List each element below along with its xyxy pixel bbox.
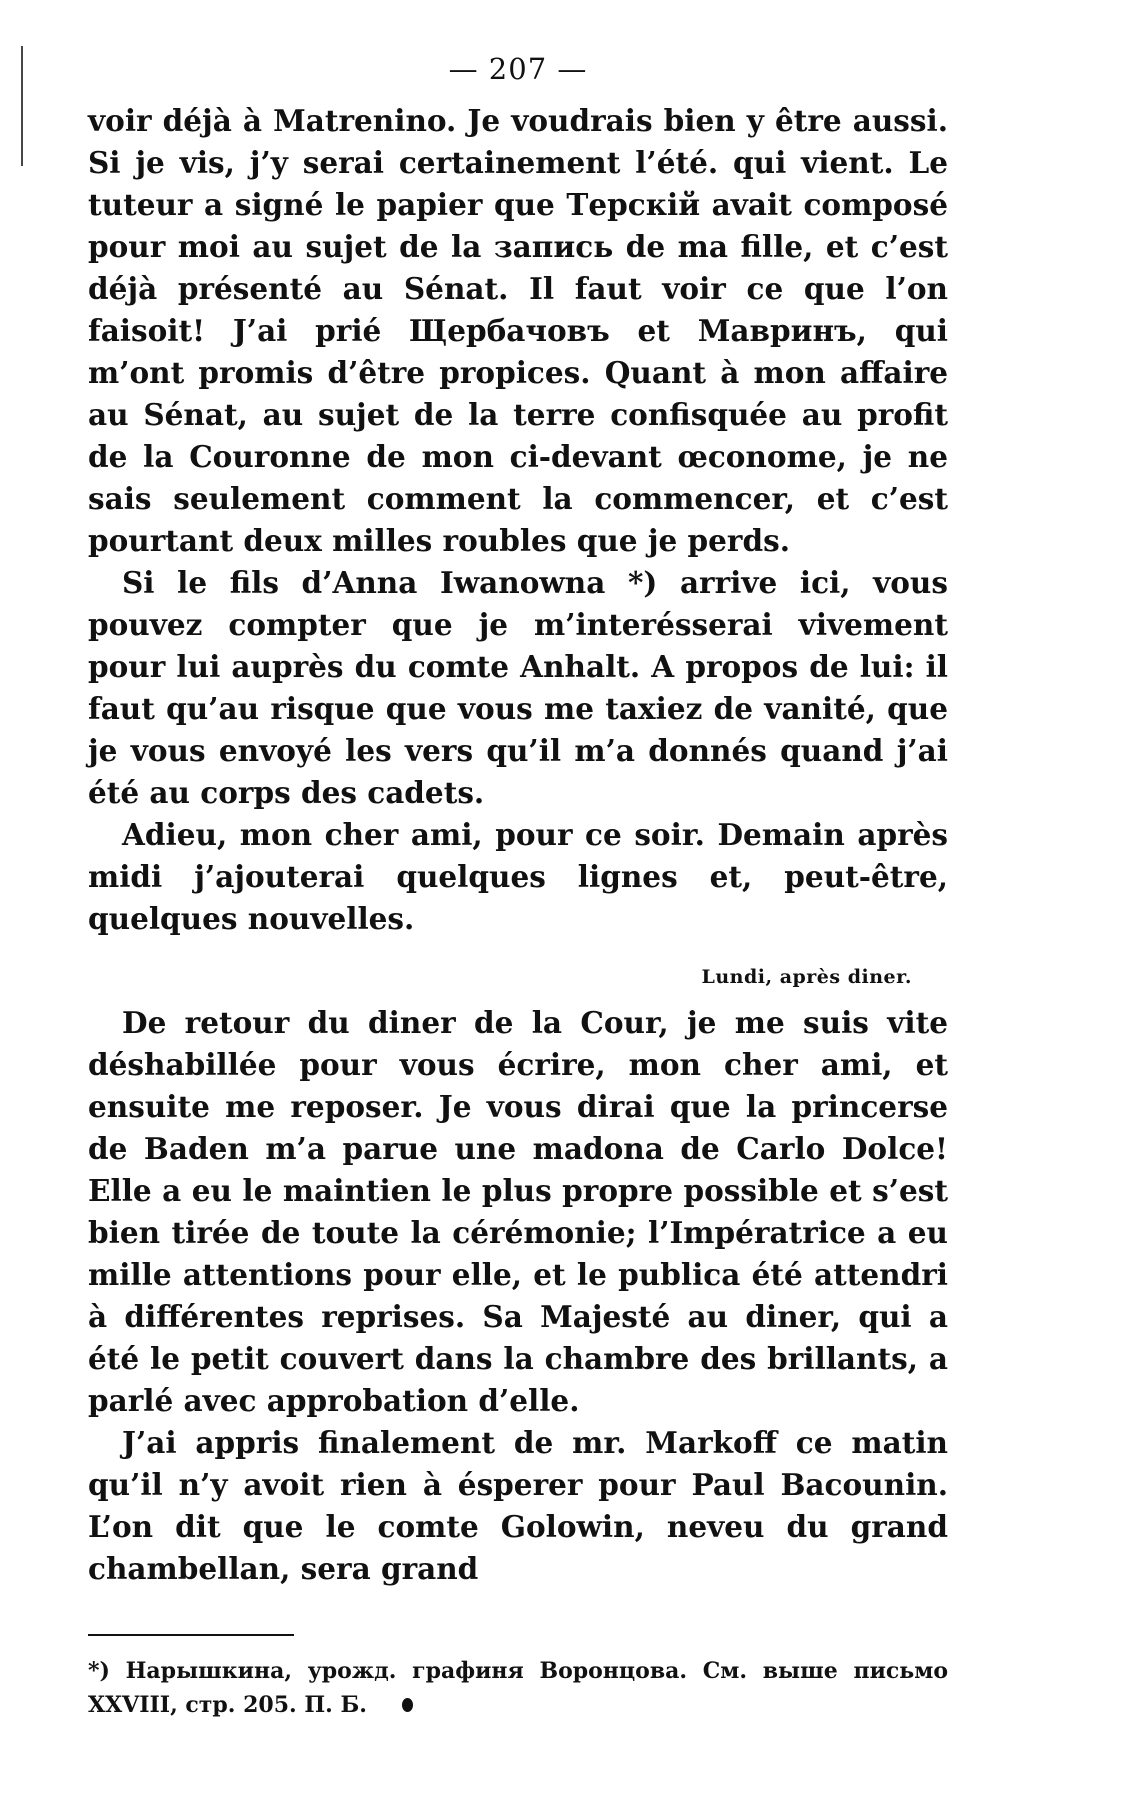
date-line: Lundi, après diner. [701, 966, 912, 988]
paragraph-5: J’ai appris finalement de mr. Markoff ce matin qu’il n’y avoit rien à ésperer pour Paul Bacounin. L’on dit que le comte Golowin, neveu du grand chambellan, sera grand [88, 1425, 948, 1586]
book-page [88, 52, 948, 1722]
paragraph-3: Adieu, mon cher ami, pour ce soir. Demain après midi j’ajouterai quelques lignes et, peut-être, quelques nouvelles. [88, 817, 948, 936]
ink-mark [402, 1698, 413, 1712]
paragraph-2: Si le fils d’Anna Iwanowna *) arrive ici, vous pouvez compter que je m’interésserai vivement pour lui auprès du comte Anhalt. A propos de lui: il faut qu’au risque que vous me taxiez de vanité, que je vous envoyé les vers qu’il m’a donnés quand j’ai été au corps des cadets. [88, 565, 948, 810]
footnote: *) Нарышкина, урожд. графиня Воронцова. См. выше письмо XXVIII, стр. 205. П. Б. [88, 1658, 948, 1718]
page-edge-line [21, 46, 23, 166]
paragraph-1: voir déjà à Matrenino. Je voudrais bien y être aussi. Si je vis, j’y serai certainement l’été. qui vient. Le tuteur a signé le papier que Терскій avait composé pour moi au sujet de la запись de ma fille, et c’est déjà présenté au Sénat. Il faut voir ce que l’on faisoit! J’ai prié Щербачовъ et Мавринъ, qui m’ont promis d’être propices. Quant à mon affaire au Sénat, au sujet de la terre confisquée au profit de la Couronne de mon ci-devant œconome, je ne sais seulement comment la commencer, et c’est pourtant deux milles roubles que je perds. [88, 103, 948, 558]
footnote-divider [88, 1634, 294, 1636]
paragraph-4: De retour du diner de la Cour, je me suis vite déshabillée pour vous écrire, mon cher ami, et ensuite me reposer. Je vous dirai que la princerse de Baden m’a parue une madona de Carlo Dolce! Elle a eu le maintien le plus propre possible et s’est bien tirée de toute la cérémonie; l’Impératrice a eu mille attentions pour elle, et le publica été attendri à différentes reprises. Sa Majesté au diner, qui a été le petit couvert dans la chambre des brillants, a parlé avec approbation d’elle. [88, 1005, 948, 1418]
page-number: — 207 — [448, 52, 588, 86]
